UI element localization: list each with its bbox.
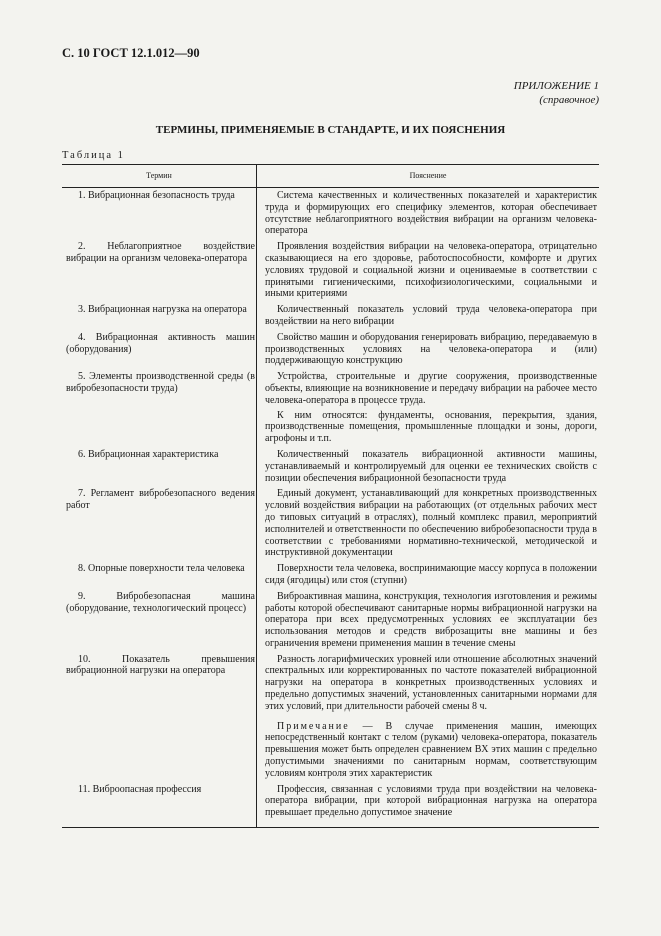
explanation-cell: Количественный показатель вибрационной активности машины, устанавливаемый и контролируемый для оценки ее технических свойств с позиции обеспечения вибрационной безопасности труда (257, 447, 600, 486)
explanation-cell (257, 652, 600, 782)
table-row (62, 369, 599, 447)
note-label: Примечание (277, 720, 350, 732)
explanation-cell: Количественный показатель условий труда человека-оператора при воздействии на него вибрации (257, 302, 600, 330)
table-row (62, 447, 599, 486)
table-row (62, 302, 599, 330)
table-row (62, 188, 599, 240)
table-row (62, 782, 599, 828)
term-cell: 7. Регламент вибробезопасного ведения работ (66, 488, 255, 512)
note-body: — В случае применения машин, имеющих непосредственный контакт с телом (руками) человека-оператора, показатель превышения может быть определен сравнением ВХ этих машин с предельно допустимыми значениями по санитарным нормам, соответствующим условиям контроля этих характеристик (265, 720, 597, 779)
term-cell: 9. Вибробезопасная машина (оборудование, технологический процесс) (66, 590, 255, 614)
term-cell: 4. Вибрационная активность машин (оборудования) (66, 331, 255, 355)
table-row (62, 330, 599, 369)
term-cell: 2. Неблагоприятное воздействие вибрации на организм человека-оператора (66, 241, 255, 264)
explanation-cell: Система качественных и количественных показателей и характеристик труда и формирующих его специфику элементов, которая обеспечивает отсутствие неблагоприятного воздействия вибрации на организм человека-оператора (257, 188, 600, 240)
explanation-cell: Единый документ, устанавливающий для конкретных производственных условий воздействия вибрации на работающих (от отдельных рабочих мест до типовых ситуаций в отраслях), полный комплекс правил, мероприятий исполнителей и ответственности по обеспечению вибробезопасности труда в соответствии с требованиями нормативно-технической, методической и инструктивной документации (257, 486, 600, 561)
table-label: Таблица 1 (62, 150, 125, 161)
page-header: С. 10 ГОСТ 12.1.012—90 (62, 46, 200, 60)
appendix-note: (справочное) (539, 94, 599, 106)
explanation-text-2: К ним относятся: фундаменты, основания, перекрытия, здания, производственные помещения, промышленные площадки и зоны, дороги, агрофоны и т.п. (265, 409, 597, 445)
appendix-title: ПРИЛОЖЕНИЕ 1 (513, 80, 599, 92)
table-row (62, 652, 599, 782)
document-title: ТЕРМИНЫ, ПРИМЕНЯЕМЫЕ В СТАНДАРТЕ, И ИХ ПОЯСНЕНИЯ (155, 124, 506, 136)
term-cell: 3. Вибрационная нагрузка на оператора (78, 304, 247, 316)
explanation-cell: Свойство машин и оборудования генерировать вибрацию, передаваемую в производственных условиях на человека-оператора и (или) поддерживающую конструкцию (257, 330, 600, 369)
term-cell: 10. Показатель превышения вибрационной нагрузки на оператора (66, 653, 255, 677)
term-cell: 1. Вибрационная безопасность труда (78, 190, 235, 201)
explanation-text: Разность логарифмических уровней или отношение абсолютных значений спектральных или корректированных по частоте показателей вибрационной нагрузки на оператора в конкретных производственных условиях и предельно допустимых значений, установленных санитарными нормами для этих условий, при длительности рабочей смены 8 ч. (265, 653, 597, 712)
note-text (265, 721, 597, 780)
term-cell: 11. Виброопасная профессия (62, 782, 257, 828)
explanation-text: Устройства, строительные и другие сооружения, производственные объекты, влияющие на возникновение и передачу вибрации на рабочее место человека-оператора в процессе труда. (265, 371, 597, 406)
term-cell: 8. Опорные поверхности тела человека (78, 563, 245, 575)
table-row (62, 486, 599, 561)
term-cell: 5. Элементы производственной среды (в вибробезопасности труда) (66, 371, 255, 394)
appendix-block (514, 79, 599, 107)
explanation-cell: Профессия, связанная с условиями труда при воздействии на человека-оператора вибрации, при которой вибрационная нагрузка на оператора превышает предельно допустимое значение (257, 782, 600, 828)
header-term: Термин (62, 165, 257, 188)
explanation-cell: Поверхности тела человека, воспринимающие массу корпуса в положении сидя (ягодицы) или стоя (ступни) (257, 561, 600, 589)
term-cell: 6. Вибрационная характеристика (78, 448, 219, 460)
terms-table (62, 164, 599, 828)
explanation-cell (257, 369, 600, 447)
explanation-cell: Виброактивная машина, конструкция, технология изготовления и режимы работы которой обеспечивают санитарные нормы вибрационной нагрузки на оператора при всех предусмотренных условиях ее эксплуатации без использования методов и средств виброзащиты вне машины и без ограничения времени применения машин в течение смены (257, 589, 600, 652)
table-header-row (62, 165, 599, 188)
table-row (62, 561, 599, 589)
table-row (62, 239, 599, 302)
explanation-cell: Проявления воздействия вибрации на человека-оператора, отрицательно сказывающиеся на его здоровье, работоспособности, комфорте и других условиях трудовой и социальной жизни и оцениваемые в соответствии с принятыми гигиеническими, психофизиологическими, социальными и иными критериями (257, 239, 600, 302)
table-row (62, 589, 599, 652)
header-explanation: Пояснение (257, 165, 600, 188)
